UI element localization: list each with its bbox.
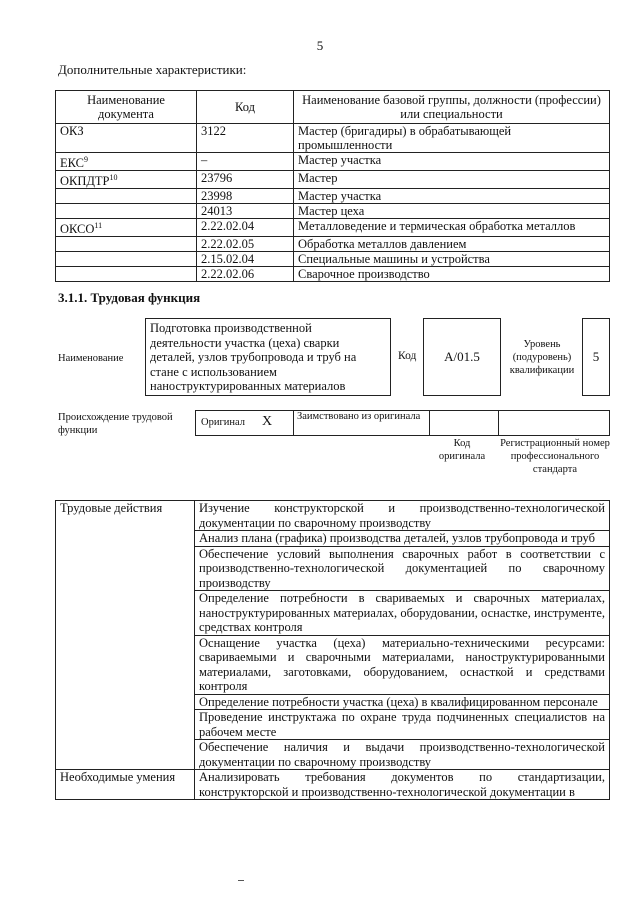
section-title: 3.1.1. Трудовая функция [58, 290, 201, 305]
doc-name: ОКЗ [60, 124, 84, 138]
detail-item: Анализ плана (графика) производства деталей, узлов трубопровода и труб [195, 531, 610, 547]
level-label: Уровень (подуровень) квалификации [509, 339, 575, 376]
additional-heading: Дополнительные характеристики: [58, 62, 247, 77]
name-cell: Сварочное производство [294, 267, 610, 282]
name-cell: Мастер [294, 171, 610, 189]
original-label: Оригинал [201, 417, 245, 428]
col-header-code: Код [197, 91, 294, 124]
doc-cell [56, 204, 197, 219]
footnote-ref: 11 [94, 221, 103, 231]
page-number: 5 [316, 38, 324, 53]
code-cell: 24013 [197, 204, 294, 219]
col-header-name: Наименование базовой группы, должности (профессии) или специальности [294, 91, 610, 124]
name-cell: Мастер цеха [294, 204, 610, 219]
table-row [56, 124, 610, 153]
detail-item: Анализировать требования документов по стандартизации, конструкторской и производственно-технологической документации в [195, 770, 610, 800]
name-cell: Мастер участка [294, 153, 610, 171]
detail-item: Определение потребности в свариваемых и сварочных материалах, наноструктурированных материалах, оборудовании, оснастке, инструменте, средствах контроля [195, 591, 610, 636]
reg-number-label: Регистрационный номер профессионального стандарта [500, 438, 610, 475]
doc-cell [56, 189, 197, 204]
code-cell: – [197, 153, 294, 171]
doc-cell [56, 124, 197, 153]
doc-cell [56, 171, 197, 189]
col-header-document: Наименование документа [56, 91, 197, 124]
function-code-box: A/01.5 [423, 318, 501, 396]
detail-row [56, 501, 610, 531]
table-row [56, 267, 610, 282]
detail-item: Изучение конструкторской и производственно-технологической документации по сварочному производству [195, 501, 610, 531]
function-details-table [55, 500, 610, 800]
doc-cell [56, 153, 197, 171]
code-cell: 2.22.02.06 [197, 267, 294, 282]
additional-characteristics-table [55, 90, 610, 282]
doc-cell [56, 267, 197, 282]
detail-item: Определение потребности участка (цеха) в квалифицированном персонале [195, 694, 610, 710]
code-cell: 3122 [197, 124, 294, 153]
doc-cell [56, 252, 197, 267]
doc-cell [56, 219, 197, 237]
code-cell: 2.15.02.04 [197, 252, 294, 267]
level-box: 5 [582, 318, 610, 396]
detail-item: Оснащение участка (цеха) материально-техническими ресурсами: свариваемыми и сварочными материалами, наноструктурированными материалами, заготовками, оборудованием, оснасткой и средствами контроля [195, 635, 610, 694]
detail-item: Обеспечение условий выполнения сварочных работ в соответствии с производственно-технологической документацией по сварочному производству [195, 546, 610, 591]
origin-label: Происхождение трудовой функции [58, 412, 173, 436]
footer-mark [238, 880, 244, 881]
code-label: Код [398, 350, 417, 362]
footnote-ref: 9 [84, 155, 88, 164]
name-label: Наименование [58, 353, 124, 364]
name-cell: Мастер (бригадиры) в обрабатывающей промышленности [294, 124, 610, 153]
detail-row [56, 770, 610, 800]
table-row [56, 189, 610, 204]
name-cell: Металловедение и термическая обработка металлов [294, 219, 610, 237]
table-row [56, 219, 610, 237]
doc-name: ОКСО [60, 222, 95, 237]
table-row [56, 237, 610, 252]
table-row [56, 171, 610, 189]
category-cell: Необходимые умения [56, 770, 195, 800]
code-cell: 23796 [197, 171, 294, 189]
doc-cell [56, 237, 197, 252]
original-mark: X [262, 414, 273, 429]
borrowed-label: Заимствовано из оригинала [297, 411, 421, 422]
detail-item: Обеспечение наличия и выдачи производственно-технологической документации по сварочному производству [195, 740, 610, 770]
table-row [56, 252, 610, 267]
table-row [56, 153, 610, 171]
name-cell: Мастер участка [294, 189, 610, 204]
doc-name: ОКПДТР [60, 174, 110, 189]
category-cell: Трудовые действия [56, 501, 195, 770]
name-cell: Специальные машины и устройства [294, 252, 610, 267]
table-row [56, 204, 610, 219]
function-name-box: Подготовка производственной деятельности участка (цеха) сварки деталей, узлов трубопровода и труб на стане с использованием наноструктурированных материалов [145, 318, 391, 396]
footnote-ref: 10 [109, 173, 118, 183]
code-cell: 2.22.02.05 [197, 237, 294, 252]
code-cell: 2.22.02.04 [197, 219, 294, 237]
doc-name: ЕКС [60, 156, 84, 171]
code-cell: 23998 [197, 189, 294, 204]
origin-code-label: Код оригинала [438, 438, 486, 462]
name-cell: Обработка металлов давлением [294, 237, 610, 252]
origin-row [195, 410, 610, 436]
detail-item: Проведение инструктажа по охране труда подчиненных специалистов на рабочем месте [195, 710, 610, 740]
